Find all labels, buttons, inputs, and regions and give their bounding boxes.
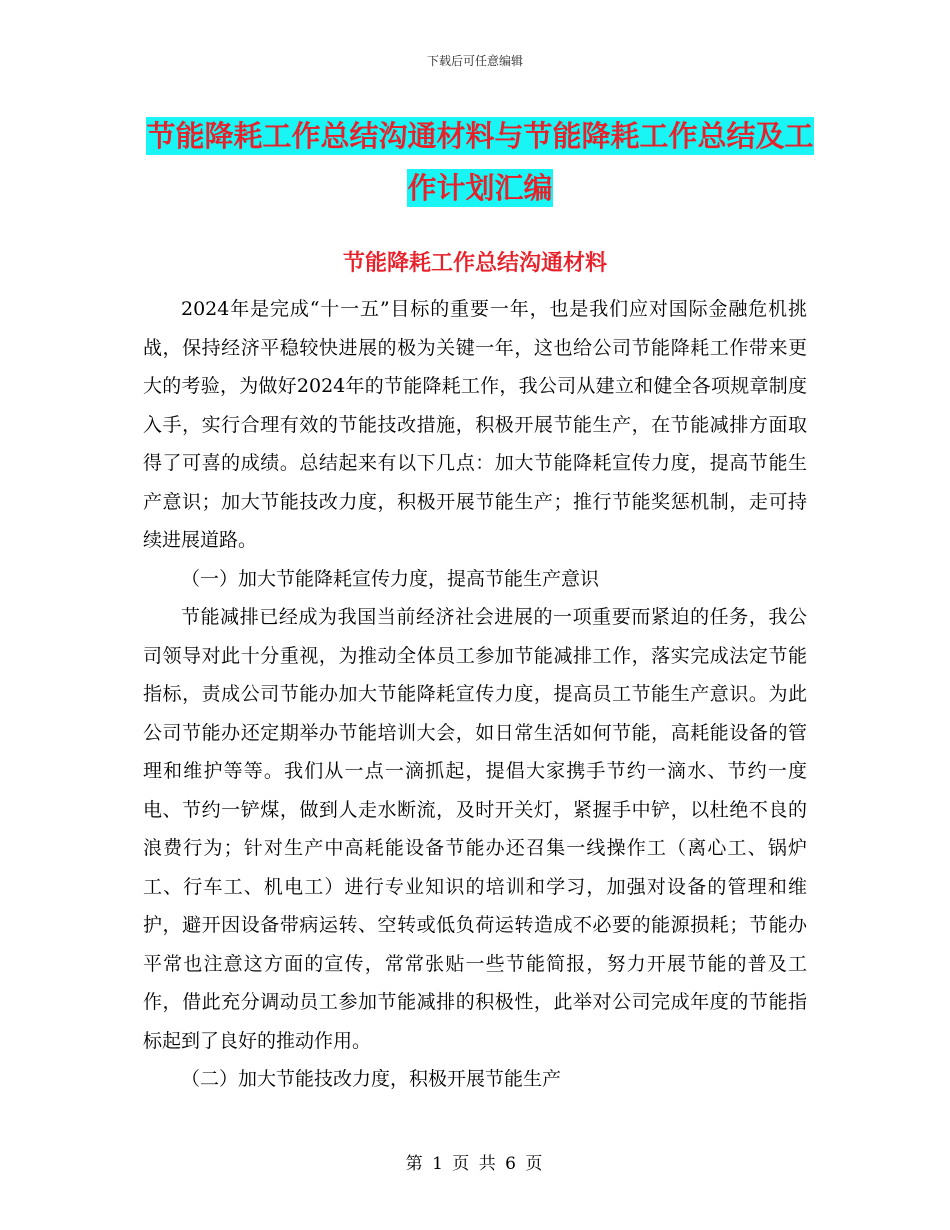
section-title: 节能降耗工作总结沟通材料	[342, 251, 607, 276]
document-title-text: 节能降耗工作总结沟通材料与节能降耗工作总结及工作计划汇编	[146, 119, 814, 205]
body-paragraph: 2024年是完成“十一五”目标的重要一年，也是我们应对国际金融危机挑战，保持经济平稳较快进展的极为关键一年，这也给公司节能降耗工作带来更大的考验，为做好2024年的节能降耗工作，我公司从建立和健全各项规章制度入手，实行合理有效的节能技改措施，积极开展节能生产，在节能减排方面取得了可喜的成绩。总结起来有以下几点：加大节能降耗宣传力度，提高节能生产意识；加大节能技改力度，积极开展节能生产；推行节能奖惩机制，走可持续进展道路。	[143, 298, 807, 551]
body-paragraph: 节能减排已经成为我国当前经济社会进展的一项重要而紧迫的任务，我公司领导对此十分重视，为推动全体员工参加节能减排工作，落实完成法定节能指标，责成公司节能办加大节能降耗宣传力度，提高员工节能生产意识。为此公司节能办还定期举办节能培训大会，如日常生活如何节能，高耗能设备的管理和维护等等。我们从一点一滴抓起，提倡大家携手节约一滴水、节约一度电、节约一铲煤，做到人走水断流，及时开关灯，紧握手中铲，以杜绝不良的浪费行为；针对生产中高耗能设备节能办还召集一线操作工（离心工、锅炉工、行车工、机电工）进行专业知识的培训和学习，加强对设备的管理和维护，避开因设备带病运转、空转或低负荷运转造成不必要的能源损耗；节能办平常也注意这方面的宣传，常常张贴一些节能简报，努力开展节能的普及工作，借此充分调动员工参加节能减排的积极性，此举对公司完成年度的节能指标起到了良好的推动作用。	[143, 606, 807, 1052]
page-number-footer: 第 1 页 共 6 页	[405, 1154, 545, 1174]
subheading-paragraph: （一）加大节能降耗宣传力度，提高节能生产意识	[181, 567, 600, 590]
subheading-paragraph: （二）加大节能技改力度，积极开展节能生产	[181, 1068, 562, 1090]
document-title	[140, 110, 820, 214]
document-body	[143, 290, 807, 1099]
page-header-note: 下载后可任意编辑	[426, 54, 523, 68]
